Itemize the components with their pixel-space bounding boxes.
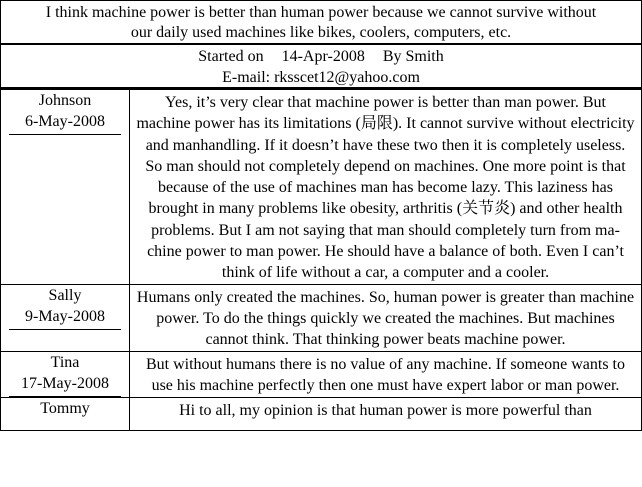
- post-author: Johnson: [38, 92, 92, 109]
- post-author: Tina: [50, 353, 80, 371]
- post-author-cell: [1, 351, 130, 397]
- post-author-cell: [1, 397, 130, 430]
- table-row: [1, 284, 642, 351]
- thread-meta: [0, 45, 642, 89]
- post-author-block: [9, 352, 121, 397]
- thread-author: By Smith: [382, 48, 444, 65]
- post-body: Hi to all, my opinion is that human power is more powerful than: [130, 397, 642, 430]
- started-date: 14-Apr-2008: [281, 48, 365, 65]
- post-author-block: [9, 90, 121, 135]
- post-body: But without humans there is no value of any machine. If someone wants to use his machine perfectly then one must have expert labor or man power.: [130, 351, 642, 397]
- post-body: Humans only created the machines. So, human power is greater than machine power. To do the things quickly we created the machines. But machines cannot think. That thinking power beats machine power.: [130, 284, 642, 351]
- topic-line-1: I think machine power is better than human power because we cannot survive without: [45, 4, 597, 21]
- started-label: Started on: [198, 48, 264, 65]
- thread-email: E-mail: rksscet12@yahoo.com: [222, 69, 420, 86]
- topic-line-2: our daily used machines like bikes, coolers, computers, etc.: [130, 24, 512, 41]
- table-row: [1, 90, 642, 285]
- post-author-block: [9, 285, 121, 330]
- table-row: [1, 351, 642, 397]
- post-date: 6-May-2008: [25, 113, 105, 130]
- post-date: 17-May-2008: [21, 374, 109, 392]
- table-row: [1, 397, 642, 430]
- replies-table: [0, 89, 642, 431]
- post-author: Sally: [48, 286, 82, 304]
- post-author-cell: [1, 90, 130, 285]
- post-author: Tommy: [40, 399, 90, 417]
- post-date: 9-May-2008: [25, 307, 105, 325]
- post-author-cell: [1, 284, 130, 351]
- thread-started-line: [1, 46, 641, 67]
- thread-topic: [0, 0, 642, 45]
- post-body: Yes, it’s very clear that machine power is better than man power. But machine power has its limitations (局限). It cannot survive without electricity and manhandling. If it doesn’t have these two then it is completely useless. So man should not completely depend on machines. One more point is that because of the use of machines man has become lazy. This laziness has brought in many problems like obesity, arthritis (关节炎) and other health problems. But I am not saying that man should completely turn from ma-chine power to man power. He should have a balance of both. Even I can’t think of life without a car, a computer and a cooler.: [130, 90, 642, 285]
